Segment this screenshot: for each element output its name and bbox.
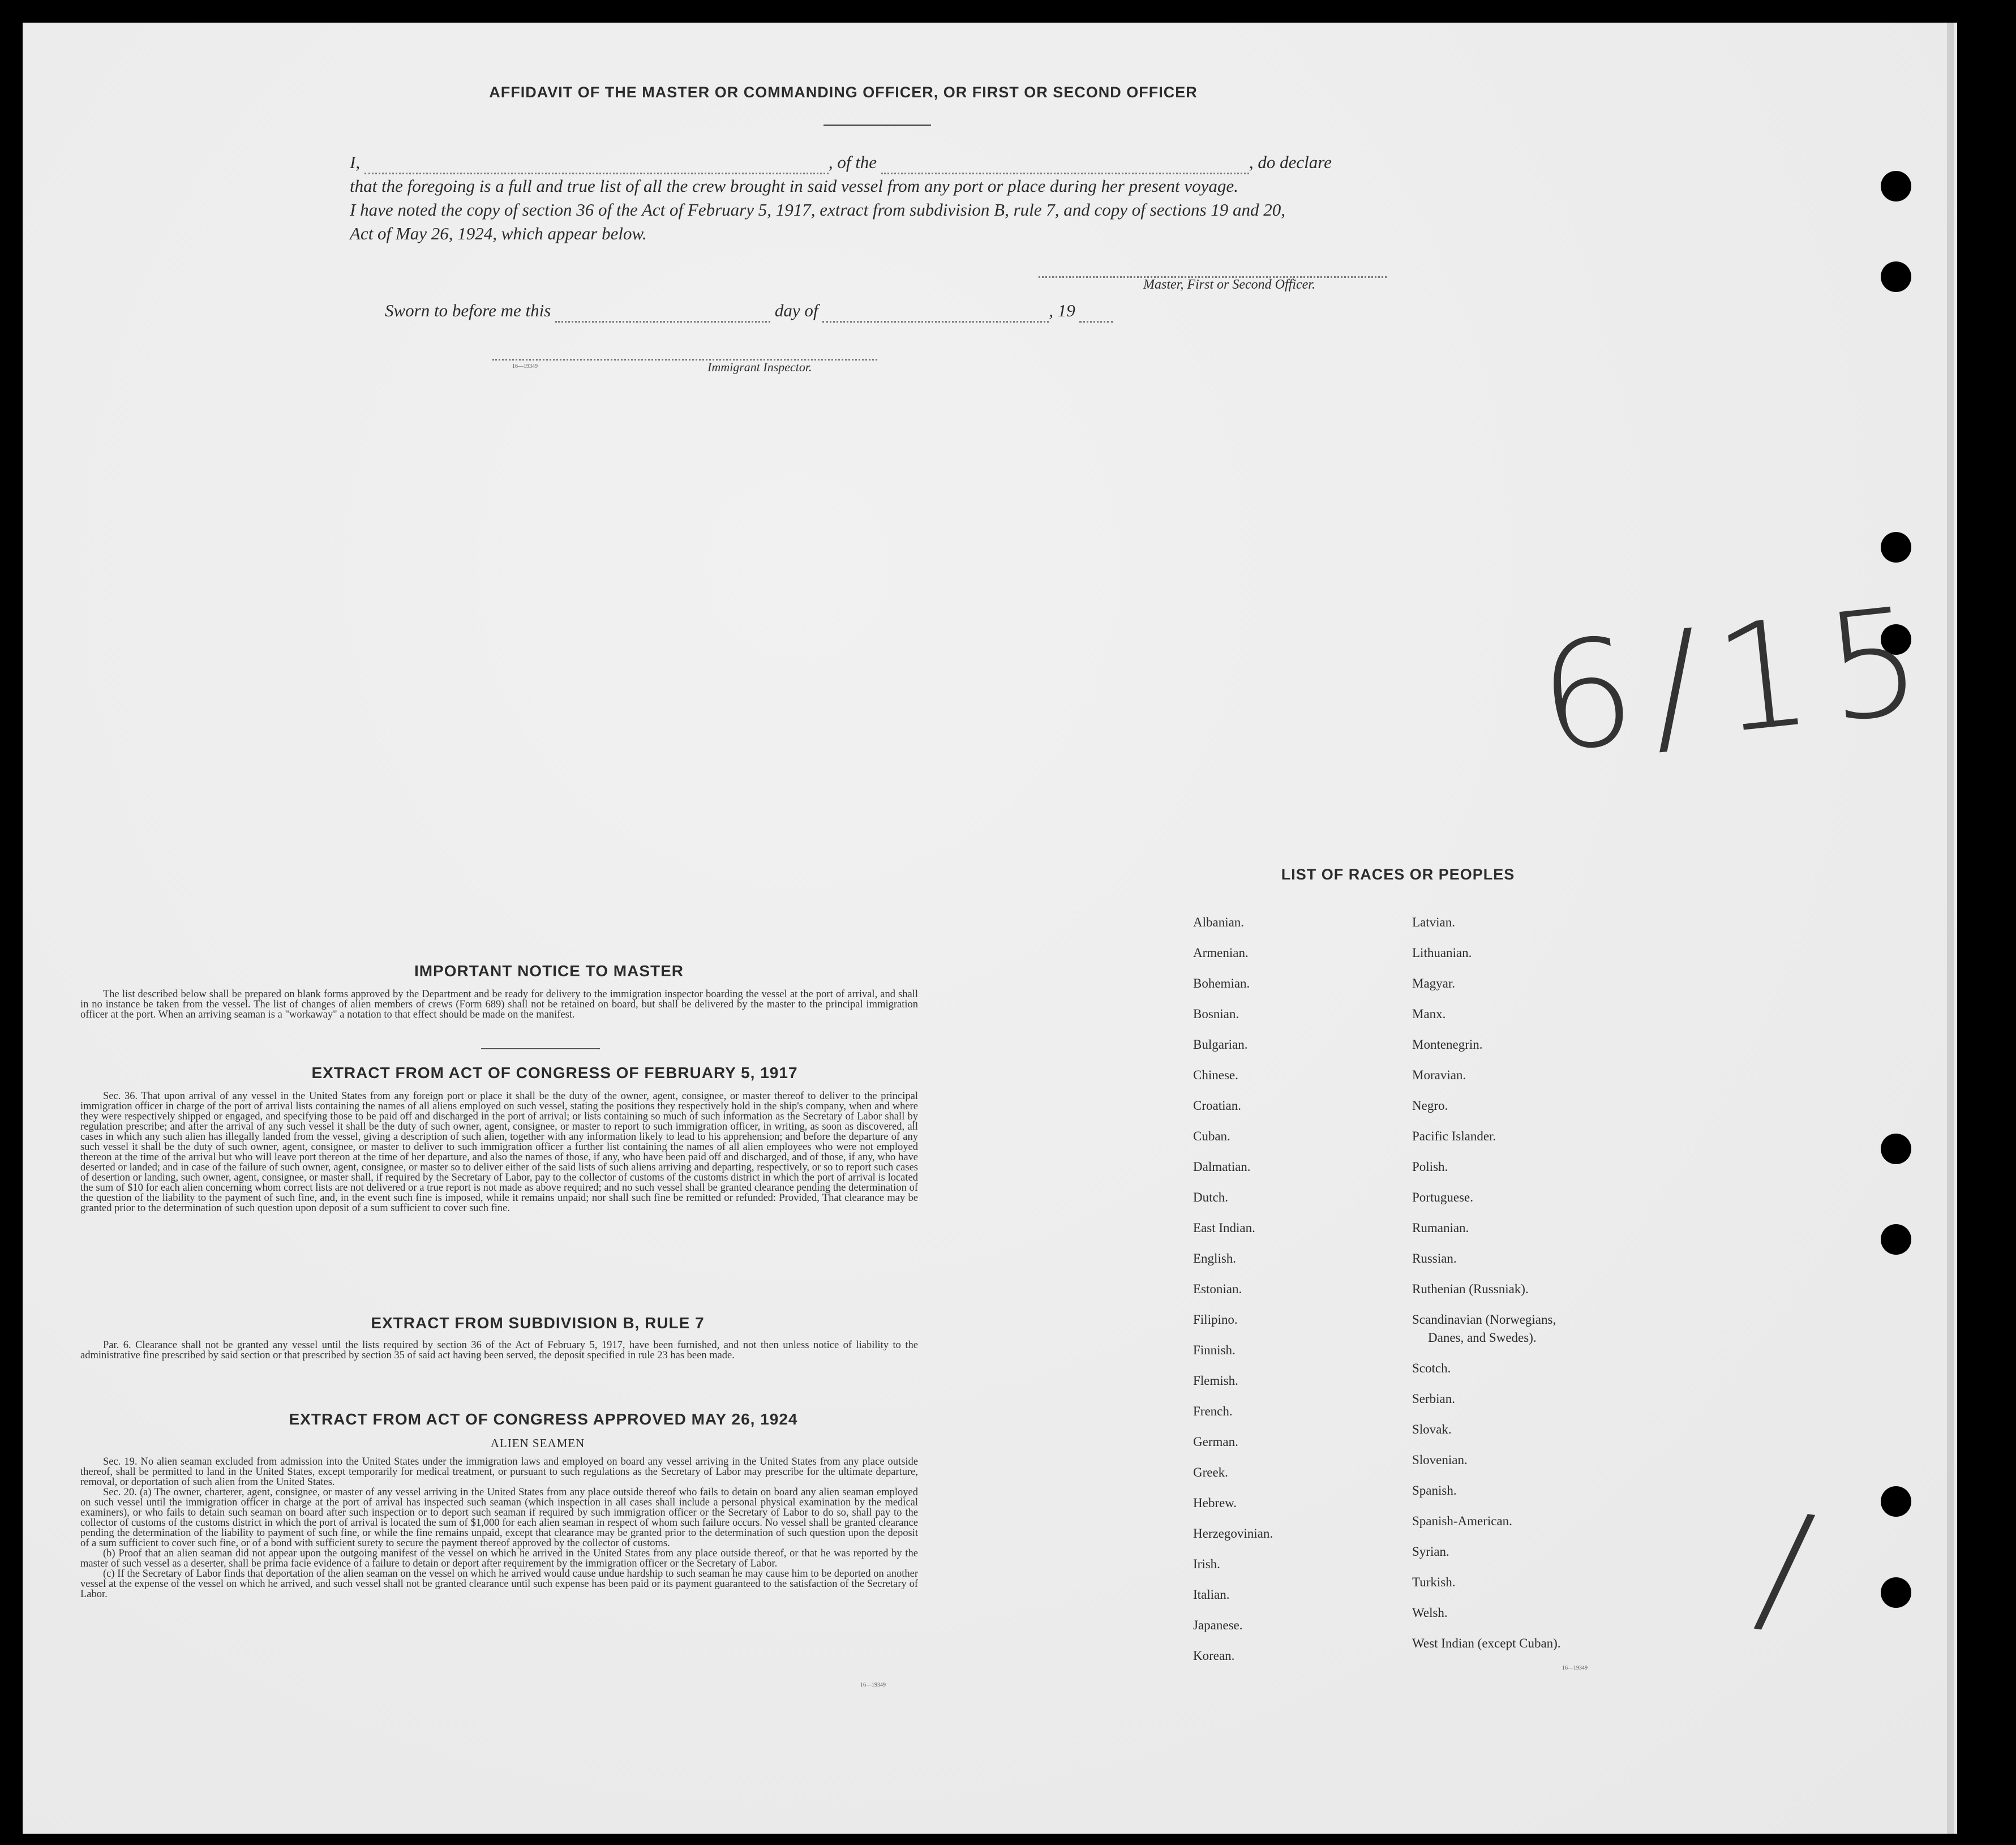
race-item: Scotch. — [1412, 1361, 1451, 1375]
punch-hole — [1881, 1577, 1911, 1608]
declaration-do-declare: , do declare — [1249, 152, 1332, 172]
race-item: Estonian. — [1193, 1282, 1242, 1296]
race-item: Serbian. — [1412, 1392, 1456, 1406]
race-item: Korean. — [1193, 1649, 1235, 1663]
race-item: Lithuanian. — [1412, 946, 1472, 960]
race-item: Rumanian. — [1412, 1221, 1469, 1235]
punch-hole — [1881, 1486, 1911, 1517]
race-item: Dutch. — [1193, 1190, 1228, 1204]
race-item: Italian. — [1193, 1587, 1230, 1602]
race-item: Croatian. — [1193, 1099, 1241, 1113]
extract-1924-text — [80, 1457, 918, 1599]
race-item: Bosnian. — [1193, 1007, 1239, 1021]
section-36-paragraph: Sec. 36. That upon arrival of any vessel in the United States from any foreign port or place it shall be the duty of the owner, agent, consignee, or master thereof to deliver to the principal immigration officer in charge of the port of arrival lists containing the names of all aliens employed on such vessel, stating the positions they respectively hold in the ship's company, when and where they were respectively shipped or engaged, and specifying those to be paid off and discharged in the port of arrival; or lists containing so much of such information as the Secretary of Labor shall by regulation prescribe; and after the arrival of any such vessel it shall be the duty of such owner, agent, consignee, or master to report to such immigration officer, in writing, as soon as discovered, all cases in which any such alien has illegally landed from the vessel, giving a description of such alien, together with any information likely to lead to his apprehension; and before the departure of any such vessel it shall be the duty of such owner, agent, consignee, or master to deliver to such immigration officer a further list containing the names of all alien employees who were not employed thereon at the time of the arrival but who will leave port thereon at the time of her departure, and also the names of those, if any, who have been paid off and discharged, and of those, if any, who have deserted or landed; and in case of the failure of such owner, agent, consignee, or master so to deliver either of the said lists of such aliens arriving and departing, respectively, or so to report such cases of desertion or landing, such owner, agent, consignee, or master shall, if required by the Secretary of Labor, pay to the collector of customs of the customs district in which the port of arrival is located the sum of $10 for each alien concerning whom correct lists are not delivered or a true report is not made as above required; and no such vessel shall be granted clearance pending the determination of the question of the liability to the payment of such fine, and, in the event such fine is imposed, while it remains unpaid; nor shall such fine be remitted or refunded: Provided, That clearance may be granted prior to the determination of such question upon deposit of a sum sufficient to cover such fine. — [80, 1091, 918, 1214]
race-item: Magyar. — [1412, 976, 1456, 990]
race-item: East Indian. — [1193, 1221, 1255, 1235]
sworn-day-of: day of — [774, 301, 818, 320]
punch-hole — [1881, 532, 1911, 563]
race-item: Pacific Islander. — [1412, 1129, 1496, 1143]
race-item: Turkish. — [1412, 1575, 1456, 1589]
vessel-blank[interactable] — [881, 157, 1249, 174]
race-item: Dalmatian. — [1193, 1160, 1251, 1174]
extract-1924-title: EXTRACT FROM ACT OF CONGRESS APPROVED MAY 26, 1924 — [289, 1410, 798, 1428]
race-item: Herzegovinian. — [1193, 1526, 1273, 1541]
declaration-line-3: I have noted the copy of section 36 of the Act of February 5, 1917, extract from subdivision B, rule 7, and copy of sections 19 and 20, — [350, 200, 1286, 220]
affidavit-title: AFFIDAVIT OF THE MASTER OR COMMANDING OFFICER, OR FIRST OR SECOND OFFICER — [489, 84, 1198, 101]
declaration-line-2: that the foregoing is a full and true list of all the crew brought in said vessel from any port or place during her present voyage. — [350, 176, 1238, 196]
handwritten-tally: / — [1748, 1480, 1822, 1657]
race-item: Chinese. — [1193, 1068, 1238, 1082]
extract-1917-title: EXTRACT FROM ACT OF CONGRESS OF FEBRUARY 5, 1917 — [311, 1064, 798, 1082]
race-item: Manx. — [1412, 1007, 1446, 1021]
extract-rule7-text — [80, 1340, 918, 1361]
race-item: Greek. — [1193, 1465, 1228, 1479]
race-item: Montenegrin. — [1412, 1037, 1483, 1052]
alien-seamen-subtitle: ALIEN SEAMEN — [490, 1436, 585, 1450]
race-item: Slovak. — [1412, 1422, 1452, 1436]
declaration-line-4: Act of May 26, 1924, which appear below. — [350, 224, 647, 243]
section-20b-paragraph: (b) Proof that an alien seaman did not appear upon the outgoing manifest of the vessel on which he arrived in the United States from any place outside thereof, or that he was reported by the master of such vessel as a deserter, shall be prima facie evidence of a failure to detain or deport after requirement by the immigration officer or the Secretary of Labor. — [80, 1548, 918, 1569]
race-item: Japanese. — [1193, 1618, 1243, 1632]
race-item: Albanian. — [1193, 915, 1245, 929]
section-20c-paragraph: (c) If the Secretary of Labor finds that deportation of the alien seaman on the vessel on which he arrived would cause undue hardship to such seaman he may cause him to be deported on another vessel at the expense of the vessel on which he arrived, and such vessel shall not be granted clearance until such expense has been paid or its payment guaranteed to the satisfaction of the Secretary of Labor. — [80, 1568, 918, 1600]
punch-hole — [1881, 1224, 1911, 1255]
race-item: Syrian. — [1412, 1544, 1449, 1559]
race-item: Bohemian. — [1193, 976, 1250, 990]
race-item: Ruthenian (Russniak). — [1412, 1282, 1529, 1296]
race-item: Latvian. — [1412, 915, 1455, 929]
extract-form-number: 16—19349 — [860, 1682, 886, 1688]
race-item: Danes, and Swedes). — [1428, 1331, 1537, 1345]
race-item: Spanish-American. — [1412, 1514, 1512, 1528]
name-blank[interactable] — [364, 157, 829, 174]
title-rule — [823, 125, 931, 126]
race-item: Finnish. — [1193, 1343, 1236, 1357]
race-item: Bulgarian. — [1193, 1037, 1248, 1052]
affidavit-declaration — [350, 151, 1408, 246]
sheet-edge — [1947, 23, 1954, 1834]
race-item: Hebrew. — [1193, 1496, 1237, 1510]
section-20a-paragraph: Sec. 20. (a) The owner, charterer, agent, consignee, or master of any vessel arriving in the United States from any place outside thereof who fails to detain on board any alien seaman employed on such vessel until the immigration officer in charge at the port of arrival has inspected such seaman (which inspection in all cases shall include a personal physical examination by the medical examiners), or who fails to detain such seaman on board after such inspection or to deport such seaman if required by such immigration officer or the Secretary of Labor to do so, shall pay to the collector of customs of the customs district in which the port of arrival is located the sum of $1,000 for each alien seaman in respect of whom such failure occurs. No vessel shall be granted clearance pending the determination of the liability to payment of such fine, or while the fine remains unpaid, except that clearance may be granted prior to the determination of such question upon the deposit of a sum sufficient to cover such fine, or of a bond with sufficient surety to secure the payment thereof approved by the collector of customs. — [80, 1487, 918, 1549]
notice-rule — [481, 1048, 600, 1049]
race-item: Armenian. — [1193, 946, 1249, 960]
race-item: Spanish. — [1412, 1483, 1457, 1498]
races-form-number: 16—19349 — [1562, 1665, 1588, 1671]
extract-rule7-title: EXTRACT FROM SUBDIVISION B, RULE 7 — [371, 1314, 705, 1332]
race-item: Moravian. — [1412, 1068, 1466, 1082]
race-item: English. — [1193, 1251, 1237, 1265]
races-right-column — [1412, 907, 1561, 1659]
inspector-signature-blank[interactable] — [492, 343, 877, 361]
races-left-column — [1193, 907, 1273, 1671]
notice-title: IMPORTANT NOTICE TO MASTER — [414, 962, 684, 980]
sworn-month-blank[interactable] — [822, 305, 1049, 323]
sworn-line — [385, 299, 1177, 323]
race-item: Slovenian. — [1412, 1453, 1468, 1467]
affidavit-form-number: 16—19349 — [512, 363, 538, 370]
sworn-year-prefix: , 19 — [1049, 301, 1075, 320]
sworn-day-blank[interactable] — [555, 305, 770, 323]
declaration-line-1 — [350, 151, 1408, 174]
handwritten-date: 6/15 — [1532, 574, 1946, 786]
race-item: Flemish. — [1193, 1374, 1238, 1388]
race-item: French. — [1193, 1404, 1233, 1418]
signature-label: Master, First or Second Officer. — [1143, 277, 1315, 292]
race-item: Polish. — [1412, 1160, 1448, 1174]
race-item: Scandinavian (Norwegians, — [1412, 1312, 1556, 1327]
race-item: Welsh. — [1412, 1606, 1448, 1620]
sworn-text: Sworn to before me this — [385, 301, 551, 320]
punch-hole — [1881, 1134, 1911, 1164]
race-item: Cuban. — [1193, 1129, 1230, 1143]
race-item: Filipino. — [1193, 1312, 1238, 1327]
notice-text — [80, 989, 918, 1020]
race-item: Portuguese. — [1412, 1190, 1473, 1204]
notice-paragraph: The list described below shall be prepared on blank forms approved by the Department and be ready for delivery to the immigration inspector boarding the vessel at the port of arrival, and shall in no instance be taken from the vessel. The list of changes of alien members of crews (Form 689) shall not be retained on board, but shall be delivered by the master to the principal immigration officer at the port. When an arriving seaman is a "workaway" a notation to that effect should be made on the manifest. — [80, 989, 918, 1020]
race-item: German. — [1193, 1435, 1238, 1449]
declaration-i: I, — [350, 152, 361, 172]
punch-hole — [1881, 261, 1911, 292]
signature-blank[interactable] — [1039, 260, 1387, 278]
punch-hole — [1881, 171, 1911, 201]
race-item: West Indian (except Cuban). — [1412, 1636, 1561, 1650]
inspector-label: Immigrant Inspector. — [707, 360, 812, 374]
par-6-paragraph: Par. 6. Clearance shall not be granted any vessel until the lists required by section 36 of the Act of February 5, 1917, have been furnished, and not then unless notice of liability to the administrative fine prescribed by said section or that prescribed by section 35 of said act having been served, the deposit specified in rule 23 has been made. — [80, 1340, 918, 1361]
race-item: Irish. — [1193, 1557, 1220, 1571]
sworn-year-blank[interactable] — [1079, 305, 1113, 323]
extract-1917-text — [80, 1091, 918, 1213]
race-item: Russian. — [1412, 1251, 1457, 1265]
race-item: Negro. — [1412, 1099, 1448, 1113]
declaration-of-the: , of the — [828, 152, 877, 172]
section-19-paragraph: Sec. 19. No alien seaman excluded from admission into the United States under the immigration laws and employed on board any vessel arriving in the United States from any place outside thereof, shall be permitted to land in the United States, except temporarily for medical treatment, or pursuant to such regulations as the Secretary of Labor may prescribe for the ultimate departure, removal, or deportation of such alien from the United States. — [80, 1456, 918, 1488]
races-title: LIST OF RACES OR PEOPLES — [1281, 866, 1515, 883]
